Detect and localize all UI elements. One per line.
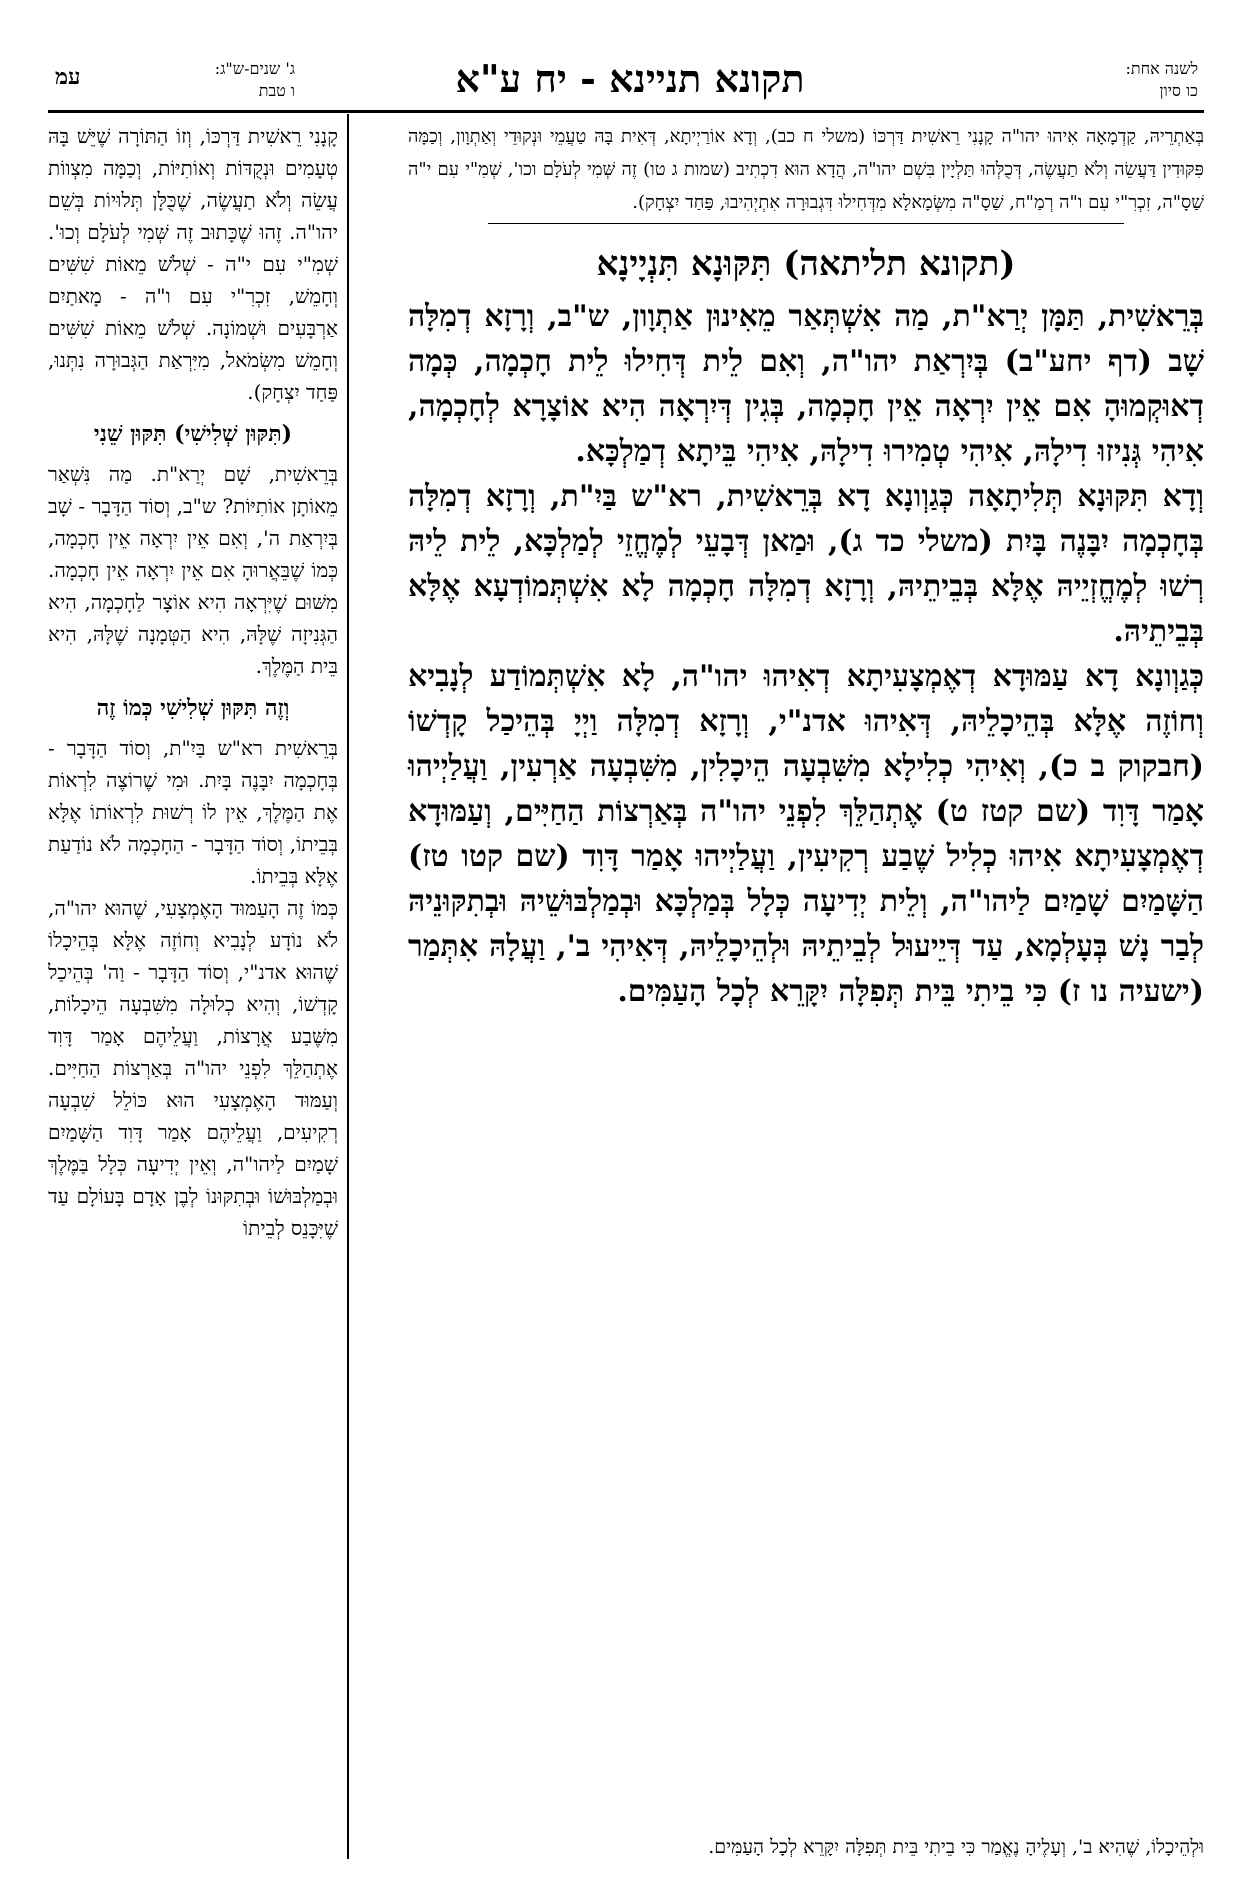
main-heading: (תקונא תליתאה) תִּקּוּנָא תִּנְיָינָא: [596, 244, 1016, 284]
amud-label: עמ: [55, 64, 81, 90]
side-column: [48, 120, 338, 1244]
side-paragraph-3: כְּמוֹ זֶה הָעַמּוּד הָאֶמְצָעִי, שֶׁהוּא יהו"ה, לֹא נוֹדָע לְנָבִיא וְחוֹזֶה אֶלָּא בְּהֵיכָלוֹ שֶׁהוּא אדנ"י, וְסוֹד הַדָּבָר - וַה' בְּהֵיכַל קָדְשׁוֹ, וְהִיא כְלוּלָה מִשִּׁבְעָה הֵיכָלוֹת, מִשֶּׁבַע אֲרָצוֹת, וַעֲלֵיהֶם אָמַר דָּוִד אֶתְהַלֵּךְ לִפְנֵי יהו"ה בְּאַרְצוֹת הַחַיִּים. וְעַמּוּד הָאֶמְצָעִי הוּא כּוֹלֵל שִׁבְעָה רְקִיעִים, וַעֲלֵיהֶם אָמַר דָּוִד הַשָּׁמַיִם שָׁמַיִם לַיהו"ה, וְאֵין יְדִיעָה כְּלָל בַּמֶּלֶךְ וּבְמַלְבּוּשׁוֹ וּבְתִקּוּנוֹ לְבֶן אָדָם בָּעוֹלָם עַד שֶׁיִּכָּנֵס לְבֵיתוֹ: [48, 896, 338, 1240]
header-left-line2: ו טבת: [258, 81, 295, 100]
page-title: תקונא תניינא - יח ע"א: [455, 56, 805, 101]
intro-rule: [488, 223, 1124, 224]
header-right-line2: כו סיון: [1159, 81, 1198, 100]
header-rule: [48, 110, 1204, 113]
side-paragraph-2: בְּרֵאשִׁית רא"ש בַּיִ"ת, וְסוֹד הַדָּבָר - בְּחָכְמָה יִבָּנֶה בָּיִת. וּמִי שֶׁרוֹצֶה לִרְאוֹת אֶת הַמֶּלֶךְ, אֵין לוֹ רְשׁוּת לִרְאוֹתוֹ אֶלָּא בְּבֵיתוֹ, וְסוֹד הַדָּבָר - הַחָכְמָה לֹא נוֹדַעַת אֶלָּא בְּבֵיתוֹ.: [48, 736, 338, 888]
header-right-line1: לשנה אחת:: [1125, 59, 1198, 78]
header-left-line1: ג' שנים-ש"ג:: [214, 59, 295, 78]
main-paragraph-1: בְּרֵאשִׁית, תַּמָּן יְרַא"ת, מַה אִשְׁתְּאַר מֵאִינוּן אַתְוָון, ש"ב, וְרָזָא דְמִלָּה שָׁב (דף יחע"ב) בְּיִרְאַת יהו"ה, וְאִם לֵית דְּחִילוּ לֵית חָכְמָה, כְּמָה דְאוּקְמוּהָ אִם אֵין יִרְאָה אֵין חָכְמָה, בְּגִין דְּיִרְאָה הִיא אוֹצָרָא לְחָכְמָה, אִיהִי גְּנִיזוּ דִילָהּ, אִיהִי טְמִירוּ דִילָהּ, אִיהִי בֵּיתָא דְמַלְכָּא.: [408, 299, 1204, 469]
column-divider: [347, 114, 349, 1859]
side-heading-1: (תִּקּוּן שְׁלִישִׁי) תִּקּוּן שֵׁנִי: [93, 421, 293, 447]
main-paragraph-2: וְדָא תִּקּוּנָא תְּלִיתָאָה כְּגַוְונָא דָא בְּרֵאשִׁית, רא"ש בַּיִ"ת, וְרָזָא דְמִלָּה בְּחָכְמָה יִבָּנֶה בָּיִת (משלי כד ג), וּמַאן דְּבָעֵי לְמֶחֱזֵי לְמַלְכָּא, לֵית לֵיהּ רְשׁוּ לְמֶחֱזְיֵיהּ אֶלָּא בְּבֵיתֵיהּ, וְרָזָא דְמִלָּה חָכְמָה לָא אִשְׁתְּמוֹדְעָא אֶלָּא בְּבֵיתֵיהּ.: [408, 479, 1204, 649]
side-paragraph-0: קָנָנִי רֵאשִׁית דַּרְכּוֹ, וְזוֹ הַתּוֹרָה שֶׁיֵּשׁ בָּהּ טְעָמִים וּנְקֻדּוֹת וְאוֹתִיּוֹת, וְכַמָּה מִצְווֹת עֲשֵׂה וְלֹא תַעֲשֶׂה, שֶׁכֻּלָּן תְּלוּיוֹת בְּשֵׁם יהו"ה. זֶהוּ שֶׁכָּתוּב זֶה שְּׁמִי לְעֹלָם וְכוּ'. שְׁמִ"י עִם י"ה - שְׁלֹשׁ מֵאוֹת שִׁשִּׁים וְחָמֵשׁ, זִכְרִ"י עִם ו"ה - מָאתַיִם אַרְבָּעִים וּשְׁמוֹנָה. שְׁלֹשׁ מֵאוֹת שִׁשִּׁים וְחָמֵשׁ מִשְּׂמֹאל, מִיִּרְאַת הַגְּבוּרָה נִתְּנוּ, פַּחַד יִצְחָק).: [48, 124, 338, 404]
main-paragraph-3: כְּגַוְונָא דָא עַמּוּדָא דְאֶמְצָעִיתָא דְאִיהוּ יהו"ה, לָא אִשְׁתְּמוֹדַע לְנָבִיא וְחוֹזֶה אֶלָּא בְּהֵיכָלֵיהּ, דְּאִיהוּ אדנ"י, וְרָזָא דְמִלָּה וַיְיָ בְּהֵיכַל קָדְשׁוֹ (חבקוק ב כ), וְאִיהִי כְלִילָא מִשִּׁבְעָה הֵיכָלִין, מִשִּׁבְעָה אַרְעִין, וַעֲלַיְיהוּ אָמַר דָּוִד (שם קטז ט) אֶתְהַלֵּךְ לִפְנֵי יהו"ה בְּאַרְצוֹת הַחַיִּים, וְעַמּוּדָא דְאֶמְצָעִיתָא אִיהוּ כְלִיל שֶׁבַע רְקִיעִין, וַעֲלַיְיהוּ אָמַר דָּוִד (שם קטו טז) הַשָּׁמַיִם שָׁמַיִם לַיהו"ה, וְלֵית יְדִיעָה כְּלָל בְּמַלְכָּא וּבְמַלְבּוּשֵׁיהּ וּבְתִקּוּנֵיהּ לְבַר נָשׁ בְּעָלְמָא, עַד דְּיֵיעוּל לְבֵיתֵיהּ וּלְהֵיכָלֵיהּ, דְּאִיהִי ב', וַעֲלָהּ אִתְּמַר (ישעיה נו ז) כִּי בֵיתִי בֵּית תְּפִלָּה יִקָּרֵא לְכָל הָעַמִּים.: [408, 659, 1204, 1009]
side-heading-2: וְזֶה תִּקּוּן שְׁלִישִׁי כְּמוֹ זֶה: [96, 695, 290, 721]
footer-line: וּלְהֵיכָלוֹ, שֶׁהִיא ב', וְעָלֶיהָ נֶאֱמַר כִּי בֵיתִי בֵּית תְּפִלָּה יִקָּרֵא לְכָל הָעַמִּים.: [708, 1836, 1204, 1858]
main-intro-paragraph: בְּאַתְרֵיהּ, קַדְמָאָה אִיהוּ יהו"ה קָנָנִי רֵאשִׁית דַּרְכּוֹ (משלי ח כב), וְדָא אוֹרַיְיתָא, דְּאִית בָּהּ טַעֲמֵי וּנְקוּדֵי וְאַתְוָון, וְכַמָּה פִּקּוּדִין דַּעֲשֵׂה וְלֹא תַעֲשֶׂה, דְּכֻלְּהוּ תַּלְיָין בִּשְׁם יהו"ה, הֲדָא הוּא דִכְתִיב (שמות ג טו) זֶה שְּׁמִי לְעֹלָם וכו', שְׁמִ"י עִם י"ה שַׁסָ"ה, זִכְרִ"י עִם ו"ה רְמַ"ח, שַׁסָ"ה מִשְּׂמָאלָא מִדְּחִילוּ דִּגְבוּרָה אִתְיְהִיבוּ, פַּחַד יִצְחָק).: [408, 126, 1204, 213]
main-column: [408, 120, 1204, 1014]
side-paragraph-1: בְּרֵאשִׁית, שָׁם יְרַא"ת. מַה נִּשְׁאַר מֵאוֹתָן אוֹתִיּוֹת? ש"ב, וְסוֹד הַדָּבָר - שָׁב בְּיִרְאַת ה', וְאִם אֵין יִרְאָה אֵין חָכְמָה, כְּמוֹ שֶׁבֵּאֲרוּהָ אִם אֵין יִרְאָה אֵין חָכְמָה. מִשּׁוּם שֶׁיִּרְאָה הִיא אוֹצָר לַחָכְמָה, הִיא הַגְּנִיזָה שֶׁלָּהּ, הִיא הַטְּמָנָה שֶׁלָּהּ, הִיא בֵּית הַמֶּלֶךְ.: [48, 462, 338, 678]
